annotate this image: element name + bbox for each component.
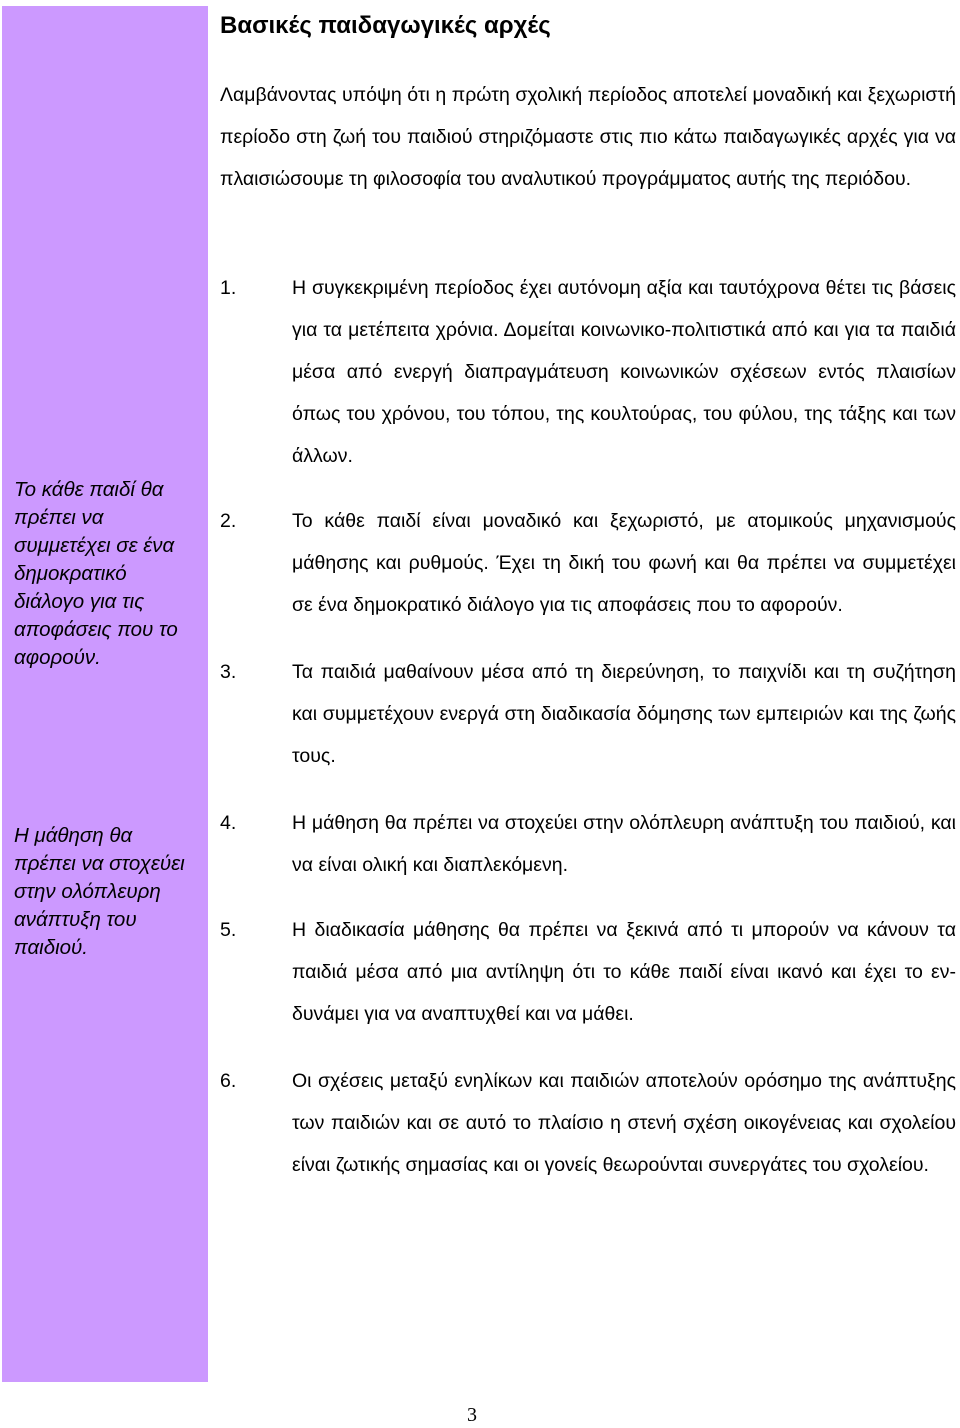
principle-text: Το κάθε παιδί είναι μοναδικό και ξεχωριστό, με ατομικούς μηχανισμούς μάθησης και ρυθμούς. Έχει τη δική του φωνή και θα πρέπει να συμμετέχει σε ένα δημοκρατικό διάλογο για τις αποφάσεις που το αφορούν. xyxy=(292,510,956,616)
principle-text: Τα παιδιά μαθαίνουν μέσα από τη διερεύνηση, το παιχνίδι και τη συζήτηση και συμμετέχουν ενεργά στη διαδικασία δόμησης των εμπειριών και της ζωής τους. xyxy=(292,661,956,767)
principle-number: 6. xyxy=(220,1070,237,1092)
principle-number: 1. xyxy=(220,277,237,299)
page-number: 3 xyxy=(467,1404,477,1426)
principle-number: 3. xyxy=(220,661,237,683)
principle-number: 4. xyxy=(220,812,237,834)
principle-text: Η συγκεκριμένη περίοδος έχει αυτόνομη αξία και ταυτόχρονα θέτει τις βάσεις για τα μετέπειτα χρόνια. Δομείται κοινωνικο-πολιτιστικά από και για τα παιδιά μέσα από ενεργή διαπραγμάτευση κοινωνικών σχέσεων εντός πλαισίων όπως του χρόνου, του τόπου, της κουλτούρας, του φύλου, της τάξης και των άλλων. xyxy=(292,277,956,467)
principle-item xyxy=(220,909,956,1035)
principle-number: 5. xyxy=(220,919,237,941)
sidebar-note-participation: Το κάθε παιδί θα πρέπει να συμμετέχει σε ένα δημοκρατικό διάλογο για τις αποφάσεις που το αφορούν. xyxy=(14,478,178,669)
intro-paragraph: Λαμβάνοντας υπόψη ότι η πρώτη σχολική περίοδος αποτελεί μοναδική και ξεχωριστή περίοδο στη ζωή του παιδιού στηριζόμαστε στις πιο κάτω παιδαγωγικές αρχές για να πλαισιώσουμε τη φιλοσοφία του αναλυτικού προγράμματος αυτής της περιόδου. xyxy=(220,84,956,190)
principle-number: 2. xyxy=(220,510,237,532)
sidebar-note-holistic-learning: Η μάθηση θα πρέπει να στοχεύει στην ολόπλευρη ανάπτυξη του παιδιού. xyxy=(14,824,185,959)
page-title: Βασικές παιδαγωγικές αρχές xyxy=(220,12,551,39)
principle-item xyxy=(220,267,956,477)
principle-text: Η μάθηση θα πρέπει να στοχεύει στην ολόπλευρη ανάπτυξη του παιδιού, και να είναι ολική και διαπλεκόμενη. xyxy=(292,812,956,876)
principle-text: Η διαδικασία μάθησης θα πρέπει να ξεκινά από τι μπορούν να κάνουν τα παιδιά μέσα από μια αντίληψη ότι το κάθε παιδί είναι ικανό και έχει το εν-δυνάμει για να αναπτυχθεί και να μάθει. xyxy=(292,919,956,1025)
principle-text: Οι σχέσεις μεταξύ ενηλίκων και παιδιών αποτελούν ορόσημο της ανάπτυξης των παιδιών και σε αυτό το πλαίσιο η στενή σχέση οικογένειας και σχολείου είναι ζωτικής σημασίας και οι γονείς θεωρούνται συνεργάτες του σχολείου. xyxy=(292,1070,956,1176)
sidebar-panel xyxy=(2,6,208,1382)
principle-item xyxy=(220,1060,956,1186)
principle-item xyxy=(220,500,956,626)
principle-item xyxy=(220,802,956,886)
principle-item xyxy=(220,651,956,777)
